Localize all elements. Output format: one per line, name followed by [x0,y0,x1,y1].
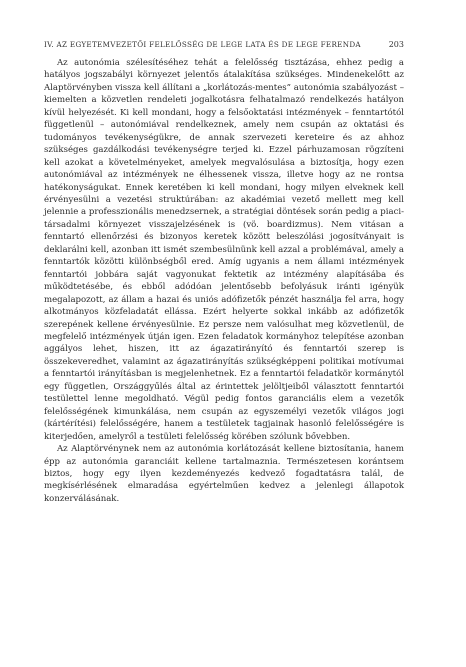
running-title: IV. AZ EGYETEMVEZETŐI FELELŐSSÉG DE LEGE LATA ÉS DE LEGE FERENDA [44,40,361,49]
body-text [44,57,404,505]
page-number: 203 [388,40,404,49]
running-header [44,40,404,49]
paragraph: Az autonómia szélesítéséhez tehát a felelősség tisztázása, ehhez pedig a hatályos jogszabályi környezet jelentős átalakítása szükséges. Mindenekelőtt az Alaptörvényben vissza kell állítani a „korlátozás-mentes” autonómia szabályozást – kiemelten a közvetlen rendeleti jogalkotásra felhatalmazó rendelkezés hatályon kívül helyezését. Ki kell mondani, hogy a felsőoktatási intézmények – fenntartótól függetlenül – autonómiával rendelkeznek, amely nem csupán az oktatási és tudományos tevékenységükre, de annak szervezeti kereteire és az ahhoz szükséges gazdálkodási tevékenységre terjed ki. Ezzel párhuzamosan rögzíteni kell azokat a követelményeket, amelyek megvalósulása a biztosítja, hogy ezen autonómiával az intézmények ne élhessenek vissza, illetve hogy az ne rontsa hatékonyságukat. Ennek keretében ki kell mondani, hogy milyen elveknek kell érvényesülni a vezetési struktúrában: az akadémiai vezető mellett meg kell jelennie a professzionális menedzsernek, a stratégiai döntések során pedig a piaci-társadalmi környezet visszajelzésének is (vö. boardizmus). Nem vitásan a fenntartó ellenőrzési és bizonyos keretek között beleszólási jogosítványait is deklarálni kell, azonban itt ismét szembesülnünk kell azzal a problémával, amely a fenntartók közötti különbségből ered. Amíg ugyanis a nem állami intézmények fenntartói jobbára saját vagyonukat fektetik az intézmény alapításába és működtetésébe, és ebből adódóan jelentősebb befolyásuk iránti igényük megalapozott, az állam a hazai és uniós adófizetők pénzét használja fel arra, hogy alkotmányos közfeladatát ellássa. Ezért helyerte sokkal inkább az adófizetők szerepének kellene érvényesülnie. Ez persze nem valósulhat meg közvetlenül, de megfelelő intézmények útján igen. Ezen feladatok kormányhoz telepítése azonban aggályos lehet, hiszen, itt az ágazatirányító és fenntartói szerep is összekeveredhet, valamint az ágazatirányítás szükségképpeni politikai motívumai a fenntartói irányításban is megjelenhetnek. Ez a fenntartói feladatkör kormánytól egy független, Országgyűlés által az érintettek jelöltjeiből választott fenntartói testülettel lenne megoldható. Végül pedig fontos garanciális elem a vezetők felelősségének kimunkálása, nem csupán az egyszemélyi vezetők világos jogi (kártérítési) felelősségére, hanem a testületek tagjainak hasonló felelősségére is kiterjedően, amelyről a testületi felelősség körében szólunk bővebben. [44,58,404,442]
paragraph: Az Alaptörvénynek nem az autonómia korlátozását kellene biztosítania, hanem épp az autonómia garanciáit kellene tartalmaznia. Természetesen korántsem biztos, hogy egy ilyen kezdeményezés kedvező fogadtatásra talál, de megkísérlésének elmaradása egyértelműen kedvez a jelenlegi állapotok konzerválásának. [44,444,404,504]
